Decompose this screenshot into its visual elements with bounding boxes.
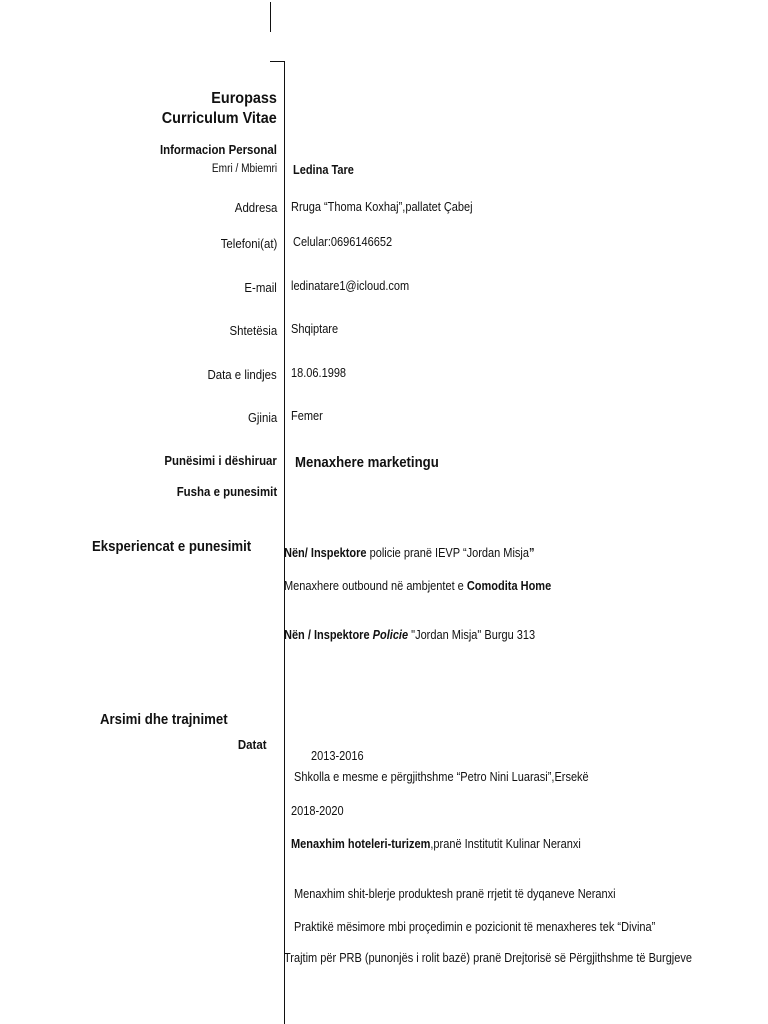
birthdate-label: Data e lindjes <box>207 367 277 382</box>
phone-label: Telefoni(at) <box>220 236 277 251</box>
employment-field-label-bold: Fusha <box>176 484 211 499</box>
phone-value: Celular:0696146652 <box>293 235 393 249</box>
education-school-1: Shkolla e mesme e përgjithshme “Petro Nini Luarasi”,Ersekë <box>294 770 589 784</box>
nationality-value: Shqiptare <box>291 322 339 336</box>
experience-item-2-detail: Menaxhere outbound në ambjentet e <box>284 579 467 593</box>
employment-field-label <box>177 484 277 499</box>
employment-field-label-rest: e punesimit <box>210 484 277 499</box>
email-label: E-mail <box>244 280 277 295</box>
experience-item-1-end: ” <box>528 546 535 560</box>
experience-item-3-title: Nën / Inspektore <box>284 628 373 642</box>
training-item-2: Praktikë mësimore mbi proçedimin e pozicionit të menaxheres tek “Divina” <box>294 920 656 934</box>
gender-label: Gjinia <box>247 410 277 425</box>
education-school-2 <box>291 837 581 851</box>
training-item-3: Trajtim për PRB (punonjës i rolit bazë) pranë Drejtorisë së Përgjithshme të Burgjeve <box>284 951 692 965</box>
column-divider <box>284 61 285 1024</box>
name-value: Ledina Tare <box>293 163 354 177</box>
dates-label: Datat <box>238 737 267 752</box>
experience-item-1 <box>284 546 534 560</box>
education-school-2-detail: ,pranë Institutit Kulinar Neranxi <box>430 837 581 851</box>
education-date-2: 2018-2020 <box>291 804 344 818</box>
experience-item-2-company: Comodita Home <box>466 579 552 593</box>
header-title-europass: Europass <box>211 90 277 107</box>
desired-job-label: Punësimi i dëshiruar <box>164 453 277 468</box>
nationality-label: Shtetësia <box>229 323 277 338</box>
gender-value: Femer <box>291 409 323 423</box>
birthdate-value: 18.06.1998 <box>291 366 347 380</box>
email-value[interactable]: ledinatare1@icloud.com <box>291 279 410 293</box>
header-title-cv: Curriculum Vitae <box>162 110 277 127</box>
experience-item-3 <box>284 628 535 642</box>
experience-item-3-role: Policie <box>372 628 409 642</box>
education-heading: Arsimi dhe trajnimet <box>100 711 228 728</box>
experience-item-1-title: Nën/ Inspektore <box>284 546 367 560</box>
experience-item-2 <box>284 579 551 593</box>
personal-info-heading: Informacion Personal <box>160 142 277 157</box>
education-date-1: 2013-2016 <box>311 749 364 763</box>
experience-item-3-detail: "Jordan Misja" Burgu 313 <box>408 628 536 642</box>
name-label: Emri / Mbiemri <box>211 163 277 175</box>
address-value: Rruga “Thoma Koxhaj”,pallatet Çabej <box>291 200 473 214</box>
education-school-2-program: Menaxhim hoteleri-turizem <box>291 837 431 851</box>
top-tick-line <box>270 2 271 32</box>
address-label: Addresa <box>234 200 277 215</box>
training-item-1: Menaxhim shit-blerje produktesh pranë rrjetit të dyqaneve Neranxi <box>294 887 616 901</box>
experience-heading: Eksperiencat e punesimit <box>92 538 252 555</box>
desired-job-value: Menaxhere marketingu <box>295 454 439 471</box>
header-corner-line <box>270 61 285 62</box>
experience-item-1-detail: policie pranë IEVP “Jordan Misja <box>366 546 529 560</box>
